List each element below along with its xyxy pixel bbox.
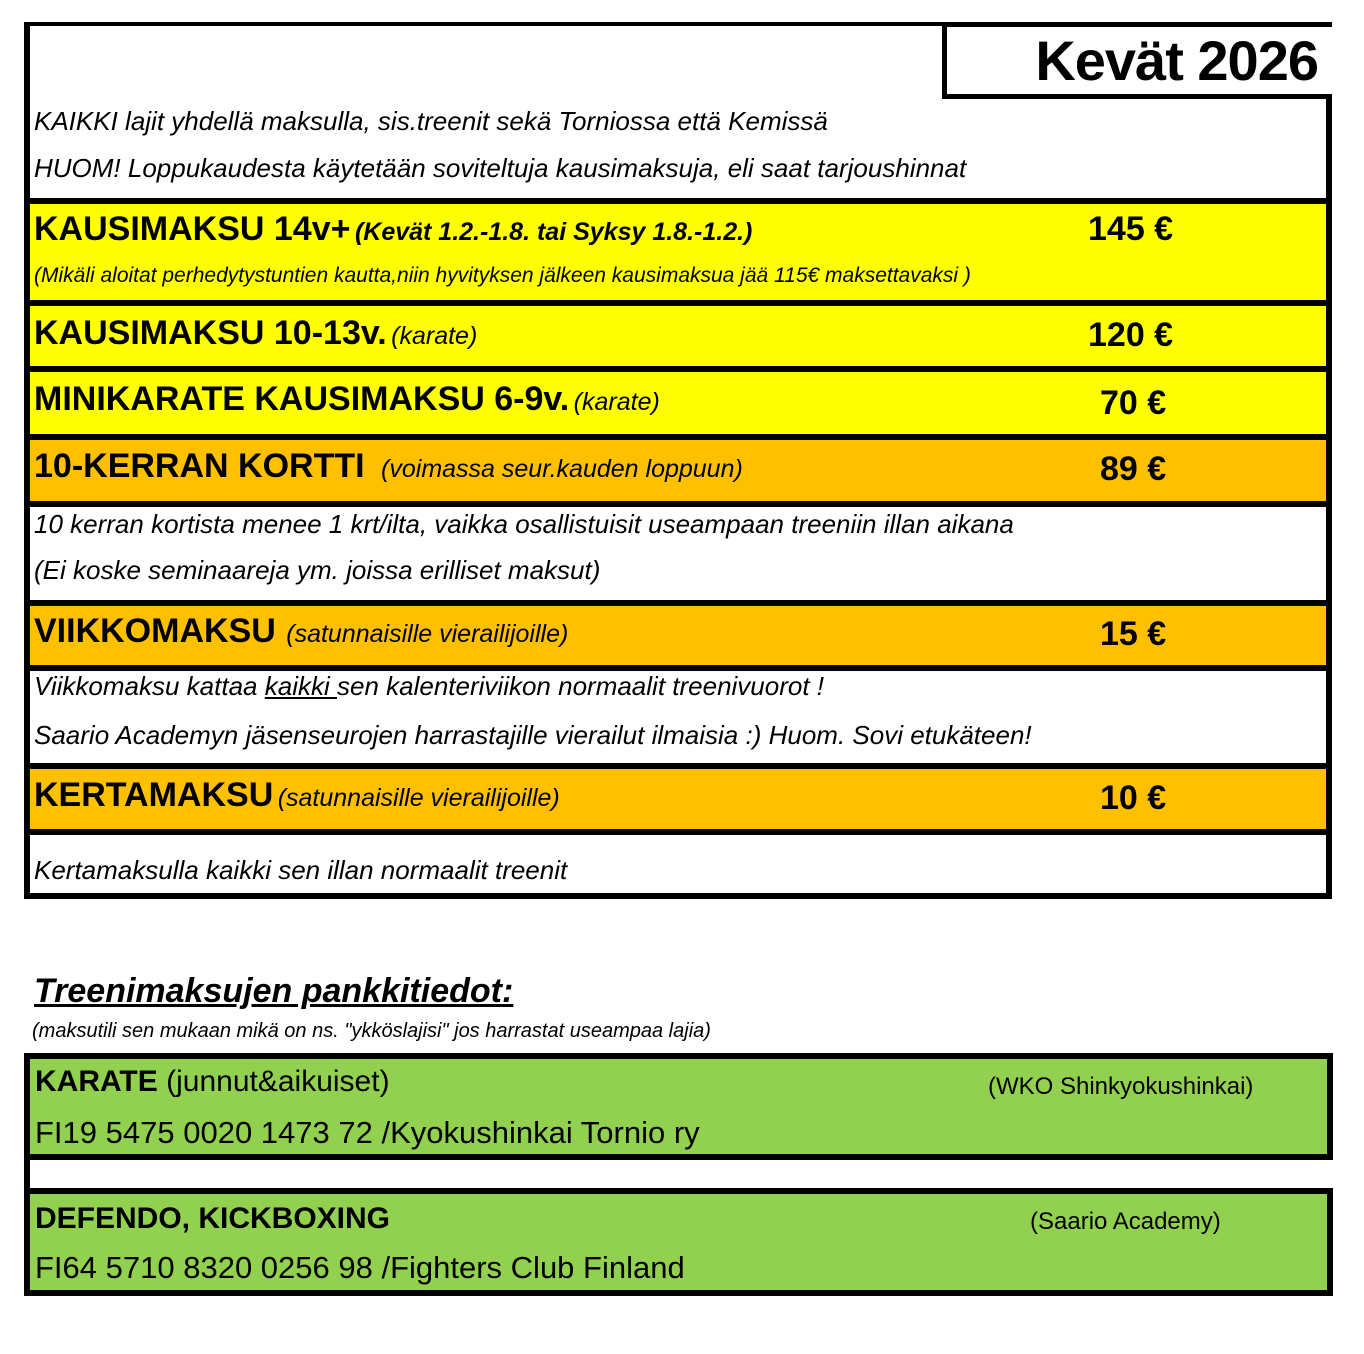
season-title-box [942, 22, 1332, 99]
bank-sport-detail: (junnut&aikuiset) [157, 1065, 390, 1098]
fee-name: 10-KERRAN KORTTI [34, 447, 365, 485]
bank-subtitle: (maksutili sen mukaan mikä on ns. "ykköslajisi" jos harrastat useampaa lajia) [32, 1020, 711, 1042]
bank-sport [35, 1202, 390, 1236]
fee-row-season-10-13 [30, 306, 1326, 366]
bank-org: (WKO Shinkyokushinkai) [988, 1073, 1254, 1100]
fee-notes-single [30, 835, 1326, 893]
fee-row-single [30, 769, 1326, 829]
fee-note: Kertamaksulla kaikki sen illan normaalit treenit [34, 855, 568, 885]
fee-price: 120 € [1088, 316, 1174, 354]
bank-account-defendo [24, 1188, 1333, 1296]
fee-name: KAUSIMAKSU 10-13v. [34, 314, 387, 352]
bank-org: (Saario Academy) [1030, 1208, 1221, 1235]
fee-note-text: sen kalenteriviikon normaalit treenivuorot ! [337, 671, 825, 701]
fee-note: (Mikäli aloitat perhedytystuntien kautta,niin hyvityksen jälkeen kausimaksua jää 115€ maksettavaksi ) [34, 264, 971, 287]
fee-note-emphasis: kaikki [264, 671, 337, 701]
fee-price: 70 € [1100, 384, 1167, 422]
page-title: Kevät 2026 [1035, 29, 1318, 92]
fee-row-10-card [30, 440, 1326, 501]
bank-sport-name: KARATE [35, 1065, 158, 1098]
fee-row-season-14plus [30, 204, 1326, 300]
fee-note-text: Viikkomaksu kattaa [34, 671, 265, 701]
fee-detail: (Kevät 1.2.-1.8. tai Syksy 1.8.-1.2.) [354, 218, 753, 246]
fee-detail: (voimassa seur.kauden loppuun) [381, 455, 743, 483]
fee-notes-10-card [30, 507, 1326, 600]
intro-section [30, 98, 1326, 200]
fee-note [34, 671, 824, 702]
fee-note: (Ei koske seminaareja ym. joissa erilliset maksut) [34, 555, 601, 585]
fee-name: VIIKKOMAKSU [34, 612, 276, 650]
fee-price: 145 € [1088, 210, 1174, 248]
bank-sport-name: DEFENDO, KICKBOXING [35, 1202, 391, 1235]
fee-price: 89 € [1100, 450, 1167, 488]
bank-heading: Treenimaksujen pankkitiedot: [34, 972, 514, 1010]
bank-account-number: FI64 5710 8320 0256 98 /Fighters Club Finland [35, 1250, 685, 1285]
fee-price: 10 € [1100, 779, 1167, 817]
fee-row-minikarate [30, 372, 1326, 434]
fee-notes-weekly [30, 671, 1326, 763]
fee-name: MINIKARATE KAUSIMAKSU 6-9v. [34, 380, 570, 418]
intro-line-1: KAIKKI lajit yhdellä maksulla, sis.treenit sekä Torniossa että Kemissä [34, 106, 828, 136]
fee-detail: (karate) [573, 388, 660, 416]
fee-note: 10 kerran kortista menee 1 krt/ilta, vaikka osallistuisit useampaan treeniin illan aikana [34, 509, 1014, 539]
bank-sport [35, 1065, 390, 1099]
fee-price: 15 € [1100, 615, 1167, 653]
fee-detail: (satunnaisille vierailijoille) [277, 784, 560, 812]
bank-account-number: FI19 5475 0020 1473 72 /Kyokushinkai Tornio ry [35, 1115, 700, 1150]
fee-detail: (satunnaisille vierailijoille) [286, 620, 569, 648]
fee-note: Saario Academyn jäsenseurojen harrastajille vierailut ilmaisia :) Huom. Sovi etukäteen! [34, 720, 1032, 750]
intro-line-2: HUOM! Loppukaudesta käytetään soviteltuja kausimaksuja, eli saat tarjoushinnat [34, 153, 967, 183]
fee-row-weekly [30, 606, 1326, 665]
fee-detail: (karate) [391, 322, 478, 350]
fee-name: KAUSIMAKSU 14v+ [34, 210, 351, 248]
fee-name: KERTAMAKSU [34, 776, 274, 814]
bank-account-karate [24, 1053, 1333, 1160]
